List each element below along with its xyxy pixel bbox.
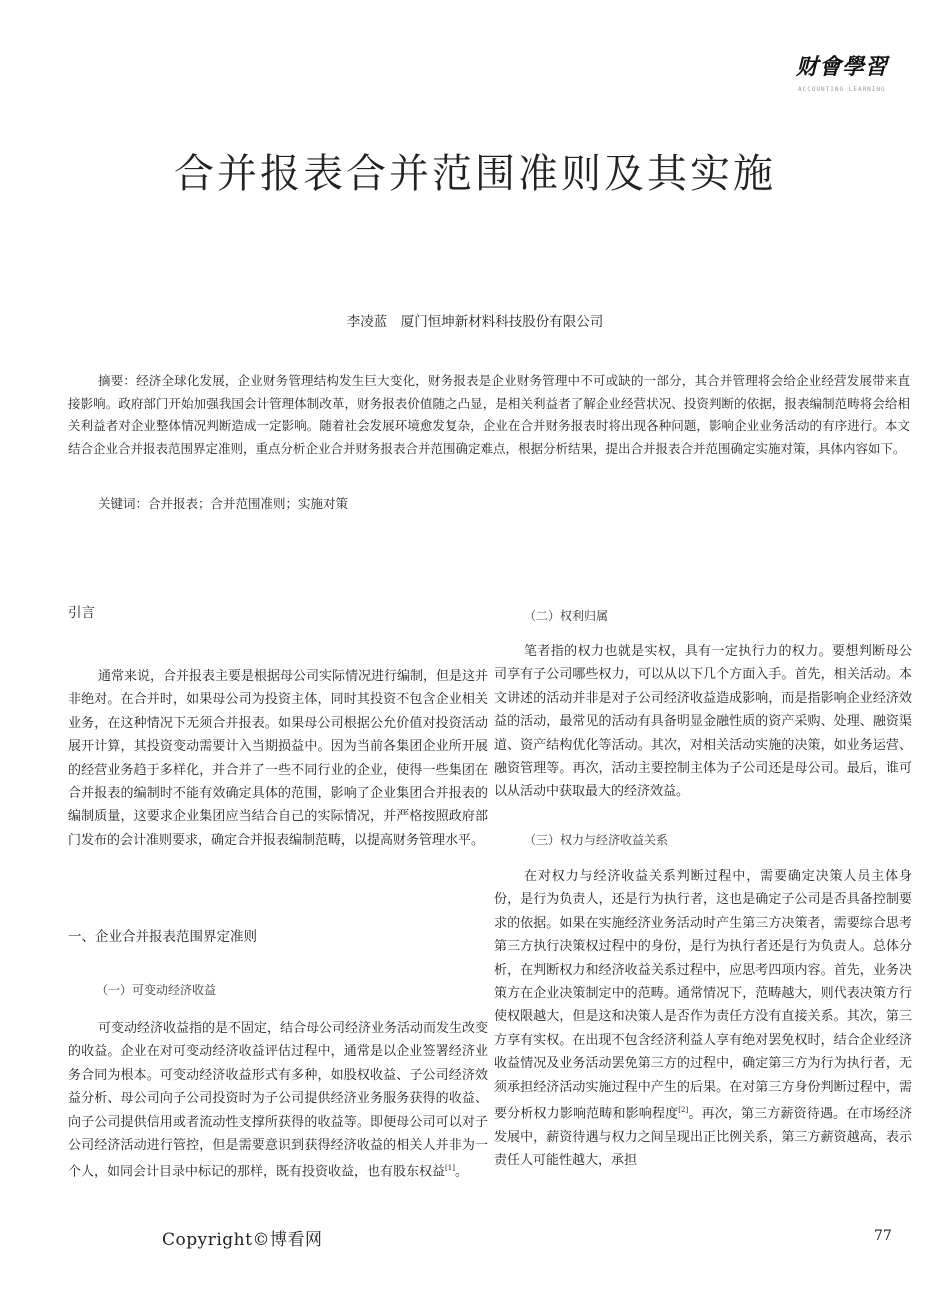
subsection-3-heading: （三）权力与经济收益关系 bbox=[524, 833, 669, 847]
article-title: 合并报表合并范围准则及其实施 bbox=[174, 151, 776, 197]
subsection-1-text: 可变动经济收益指的是不固定，结合母公司经济业务活动而发生改变的收益。企业在对可变动经济收益评估过程中，通常是以企业签署经济业务合同为根本。可变动经济收益形式有多种，如股权收益、子公司经济效益分析、母公司向子公司投资时为子公司提供经济业务服务获得的收益、向子公司提供信用或者流动性支撑所获得的收益等。即便母公司可以对子公司经济活动进行管控，但是需要意识到获得经济收益的相关人并非为一个人，如同会计目录中标记的那样，既有投资收益，也有股东权益 bbox=[68, 1021, 489, 1180]
subsection-1-heading: （一）可变动经济收益 bbox=[96, 983, 217, 997]
keywords: 关键词：合并报表；合并范围准则；实施对策 bbox=[98, 496, 349, 511]
page-number: 77 bbox=[874, 1228, 892, 1244]
citation-1: [1] bbox=[445, 1164, 455, 1173]
subsection-3-continued: 。再次，第三方薪资待遇。在市场经济发展中，薪资待遇与权力之间呈现出正比例关系，第三方薪资越高，表示责任人可能性越大，承担 bbox=[494, 1106, 912, 1169]
section-1-heading: 一、企业合并报表范围界定准则 bbox=[68, 929, 257, 945]
subsection-1-end: 。 bbox=[454, 1164, 468, 1180]
subsection-3-paragraph bbox=[494, 865, 912, 1173]
abstract: 摘要：经济全球化发展，企业财务管理结构发生巨大变化，财务报表是企业财务管理中不可或缺的一部分，其合并管理将会给企业经营发展带来直接影响。政府部门开始加强我国会计管理体制改革，财务报表价值随之凸显，是相关利益者了解企业经营状况、投资判断的依据，报表编制范畴将会给相关利益者对企业整体情况判断造成一定影响。随着社会发展环境愈发复杂，企业在合并财务报表时将出现各种问题，影响企业业务活动的有序进行。本文结合企业合并报表范围界定准则，重点分析企业合并财务报表合并范围确定难点，根据分析结果，提出合并报表合并范围确定实施对策，具体内容如下。 bbox=[68, 373, 910, 456]
subsection-3-text: 在对权力与经济收益关系判断过程中，需要确定决策人员主体身份，是行为负责人，还是行为执行者，这也是确定子公司是否具备控制要求的依据。如果在实施经济业务活动时产生第三方决策者，需要综合思考第三方执行决策权过程中的身份，是行为执行者还是行为负责人。总体分析，在判断权力和经济收益关系过程中，应思考四项内容。首先，业务决策方在企业决策制定中的范畴。通常情况下，范畴越大，则代表决策方行使权限越大，但是这和决策人是否作为责任方没有直接关系。其次，第三方享有实权。在出现不包含经济利益人享有绝对罢免权时，结合企业经济收益情况及业务活动罢免第三方的过程中，确定第三方为行为执行者，无须承担经济活动实施过程中产生的后果。在对第三方身份判断过程中，需要分析权力影响范畴和影响程度 bbox=[494, 869, 912, 1122]
journal-logo-subtitle: ACCOUNTING LEARNING bbox=[798, 86, 886, 93]
intro-paragraph: 通常来说，合并报表主要是根据母公司实际情况进行编制，但是这并非绝对。在合并时，如果母公司为投资主体，同时其投资不包含企业相关业务，在这种情况下无须合并报表。如果母公司根据公允价值对投资活动展开计算，其投资变动需要计入当期损益中。因为当前各集团企业所开展的经营业务趋于多样化，并合并了一些不同行业的企业，使得一些集团在合并报表的编制时不能有效确定具体的范围，影响了企业集团合并报表的编制质量，这要求企业集团应当结合自己的实际情况，并严格按照政府部门发布的会计准则要求，确定合并报表编制范畴，以提高财务管理水平。 bbox=[68, 669, 489, 848]
subsection-2-heading: （二）权利归属 bbox=[524, 609, 609, 623]
subsection-2-paragraph: 笔者指的权力也就是实权，具有一定执行力的权力。要想判断母公司享有子公司哪些权力，可以从以下几个方面入手。首先，相关活动。本文讲述的活动并非是对子公司经济收益造成影响，而是指影响企业经济效益的活动，最常见的活动有具备明显金融性质的资产采购、处理、融资渠道、资产结构优化等活动。其次，对相关活动实施的决策，如业务运营、融资管理等。再次，活动主要控制主体为子公司还是母公司。最后，谁可以从活动中获取最大的经济效益。 bbox=[494, 644, 912, 800]
subsection-1-paragraph bbox=[68, 1017, 488, 1184]
copyright-footer: Copyright©博看网 bbox=[162, 1230, 323, 1250]
citation-2: [2] bbox=[678, 1106, 689, 1115]
author-line: 李凌蓝 厦门恒坤新材料科技股份有限公司 bbox=[346, 314, 604, 330]
journal-logo: 财會學習 bbox=[796, 54, 889, 80]
intro-heading: 引言 bbox=[68, 605, 95, 621]
